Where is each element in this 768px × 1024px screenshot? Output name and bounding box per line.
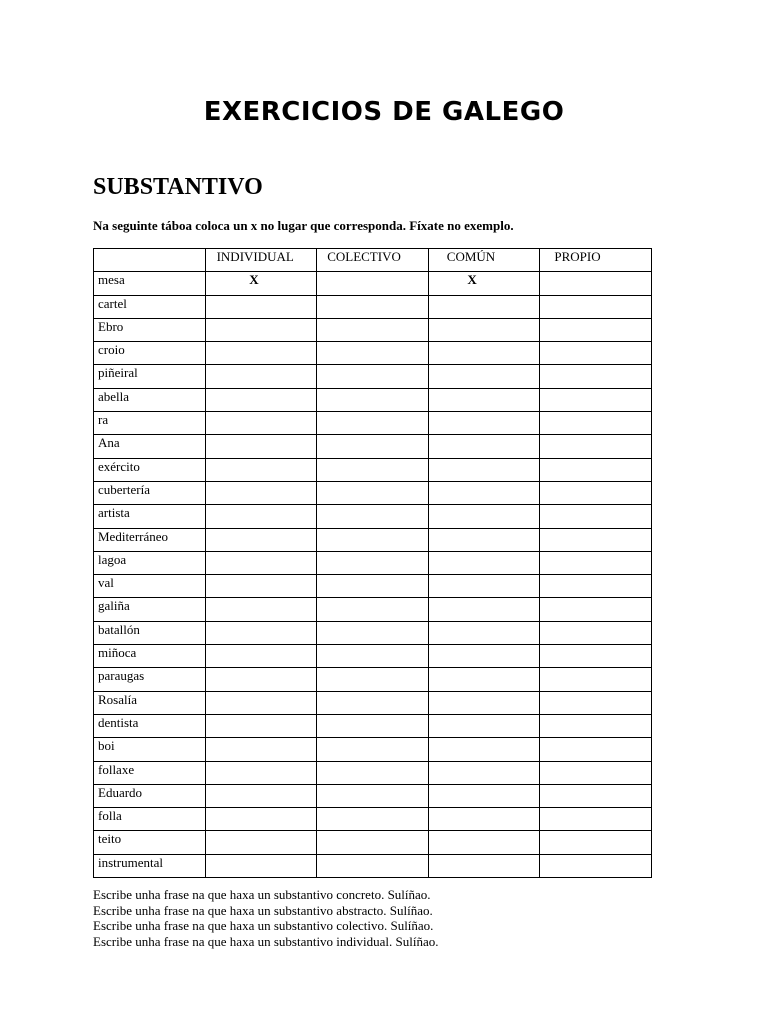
individual-cell[interactable] bbox=[205, 505, 317, 528]
table-row bbox=[94, 714, 652, 737]
table-row bbox=[94, 528, 652, 551]
propio-cell[interactable] bbox=[540, 598, 652, 621]
task-line: Escribe unha frase na que haxa un substantivo abstracto. Sulíñao. bbox=[93, 902, 433, 918]
table-row bbox=[94, 645, 652, 668]
header-comun: COMÚN bbox=[428, 249, 540, 272]
header-individual: INDIVIDUAL bbox=[205, 249, 317, 272]
task-line: Escribe unha frase na que haxa un substantivo individual. Sulíñao. bbox=[93, 933, 439, 949]
comun-cell[interactable]: X bbox=[428, 272, 540, 295]
propio-cell[interactable] bbox=[540, 551, 652, 574]
colectivo-cell[interactable] bbox=[317, 598, 429, 621]
comun-cell[interactable] bbox=[428, 412, 540, 435]
table-row bbox=[94, 598, 652, 621]
comun-cell[interactable] bbox=[428, 551, 540, 574]
table-row bbox=[94, 738, 652, 761]
propio-cell[interactable] bbox=[540, 272, 652, 295]
header-propio: PROPIO bbox=[540, 249, 652, 272]
propio-cell[interactable] bbox=[540, 458, 652, 481]
word-cell: Mediterráneo bbox=[94, 528, 206, 551]
colectivo-cell[interactable] bbox=[317, 621, 429, 644]
table-body bbox=[94, 272, 652, 878]
propio-cell[interactable] bbox=[540, 831, 652, 854]
propio-cell[interactable] bbox=[540, 621, 652, 644]
propio-cell[interactable] bbox=[540, 388, 652, 411]
table-header-row bbox=[94, 249, 652, 272]
comun-cell[interactable] bbox=[428, 668, 540, 691]
colectivo-cell[interactable] bbox=[317, 435, 429, 458]
individual-cell[interactable] bbox=[205, 295, 317, 318]
comun-cell[interactable] bbox=[428, 365, 540, 388]
colectivo-cell[interactable] bbox=[317, 388, 429, 411]
word-cell: Ana bbox=[94, 435, 206, 458]
task-line: Escribe unha frase na que haxa un substantivo colectivo. Sulíñao. bbox=[93, 918, 434, 934]
colectivo-cell[interactable] bbox=[317, 528, 429, 551]
comun-cell[interactable] bbox=[428, 691, 540, 714]
propio-cell[interactable] bbox=[540, 691, 652, 714]
comun-cell[interactable] bbox=[428, 714, 540, 737]
table-row bbox=[94, 854, 652, 877]
individual-cell[interactable] bbox=[205, 761, 317, 784]
colectivo-cell[interactable] bbox=[317, 668, 429, 691]
comun-cell[interactable] bbox=[428, 645, 540, 668]
individual-cell[interactable] bbox=[205, 668, 317, 691]
table-row bbox=[94, 388, 652, 411]
propio-cell[interactable] bbox=[540, 575, 652, 598]
task-line: Escribe unha frase na que haxa un substantivo concreto. Sulíñao. bbox=[93, 887, 431, 902]
colectivo-cell[interactable] bbox=[317, 365, 429, 388]
individual-cell[interactable]: X bbox=[205, 272, 317, 295]
individual-cell[interactable] bbox=[205, 481, 317, 504]
propio-cell[interactable] bbox=[540, 668, 652, 691]
word-cell: batallón bbox=[94, 621, 206, 644]
individual-cell[interactable] bbox=[205, 831, 317, 854]
word-cell: instrumental bbox=[94, 854, 206, 877]
individual-cell[interactable] bbox=[205, 645, 317, 668]
individual-cell[interactable] bbox=[205, 435, 317, 458]
table-row bbox=[94, 505, 652, 528]
colectivo-cell[interactable] bbox=[317, 481, 429, 504]
colectivo-cell[interactable] bbox=[317, 714, 429, 737]
word-cell: lagoa bbox=[94, 551, 206, 574]
header-word bbox=[94, 249, 206, 272]
propio-cell[interactable] bbox=[540, 505, 652, 528]
word-cell: abella bbox=[94, 388, 206, 411]
propio-cell[interactable] bbox=[540, 295, 652, 318]
table-row bbox=[94, 551, 652, 574]
individual-cell[interactable] bbox=[205, 388, 317, 411]
propio-cell[interactable] bbox=[540, 645, 652, 668]
word-cell: Eduardo bbox=[94, 784, 206, 807]
comun-cell[interactable] bbox=[428, 808, 540, 831]
colectivo-cell[interactable] bbox=[317, 342, 429, 365]
table-row bbox=[94, 318, 652, 341]
table-row bbox=[94, 761, 652, 784]
page-title: EXERCICIOS DE GALEGO bbox=[203, 97, 565, 127]
propio-cell[interactable] bbox=[540, 808, 652, 831]
propio-cell[interactable] bbox=[540, 528, 652, 551]
comun-cell[interactable] bbox=[428, 435, 540, 458]
comun-cell[interactable] bbox=[428, 528, 540, 551]
word-cell: follaxe bbox=[94, 761, 206, 784]
table-row bbox=[94, 342, 652, 365]
propio-cell[interactable] bbox=[540, 761, 652, 784]
table-row bbox=[94, 668, 652, 691]
word-cell: paraugas bbox=[94, 668, 206, 691]
table-row bbox=[94, 784, 652, 807]
colectivo-cell[interactable] bbox=[317, 458, 429, 481]
comun-cell[interactable] bbox=[428, 738, 540, 761]
individual-cell[interactable] bbox=[205, 738, 317, 761]
comun-cell[interactable] bbox=[428, 761, 540, 784]
comun-cell[interactable] bbox=[428, 342, 540, 365]
propio-cell[interactable] bbox=[540, 481, 652, 504]
section-title: SUBSTANTIVO bbox=[93, 174, 263, 200]
table-row bbox=[94, 295, 652, 318]
colectivo-cell[interactable] bbox=[317, 551, 429, 574]
word-cell: galiña bbox=[94, 598, 206, 621]
word-cell: val bbox=[94, 575, 206, 598]
comun-cell[interactable] bbox=[428, 621, 540, 644]
propio-cell[interactable] bbox=[540, 435, 652, 458]
word-cell: teito bbox=[94, 831, 206, 854]
individual-cell[interactable] bbox=[205, 365, 317, 388]
propio-cell[interactable] bbox=[540, 784, 652, 807]
word-cell: miñoca bbox=[94, 645, 206, 668]
comun-cell[interactable] bbox=[428, 458, 540, 481]
word-cell: mesa bbox=[94, 272, 206, 295]
individual-cell[interactable] bbox=[205, 691, 317, 714]
individual-cell[interactable] bbox=[205, 342, 317, 365]
table-row bbox=[94, 458, 652, 481]
colectivo-cell[interactable] bbox=[317, 854, 429, 877]
individual-cell[interactable] bbox=[205, 551, 317, 574]
comun-cell[interactable] bbox=[428, 505, 540, 528]
header-colectivo: COLECTIVO bbox=[317, 249, 429, 272]
comun-cell[interactable] bbox=[428, 784, 540, 807]
comun-cell[interactable] bbox=[428, 388, 540, 411]
word-cell: dentista bbox=[94, 714, 206, 737]
colectivo-cell[interactable] bbox=[317, 295, 429, 318]
table-row bbox=[94, 575, 652, 598]
colectivo-cell[interactable] bbox=[317, 318, 429, 341]
table-row bbox=[94, 412, 652, 435]
colectivo-cell[interactable] bbox=[317, 272, 429, 295]
classification-table bbox=[93, 248, 652, 878]
colectivo-cell[interactable] bbox=[317, 784, 429, 807]
individual-cell[interactable] bbox=[205, 808, 317, 831]
individual-cell[interactable] bbox=[205, 621, 317, 644]
word-cell: exército bbox=[94, 458, 206, 481]
individual-cell[interactable] bbox=[205, 412, 317, 435]
individual-cell[interactable] bbox=[205, 854, 317, 877]
table-row bbox=[94, 481, 652, 504]
colectivo-cell[interactable] bbox=[317, 761, 429, 784]
word-cell: cubertería bbox=[94, 481, 206, 504]
comun-cell[interactable] bbox=[428, 318, 540, 341]
table-row bbox=[94, 831, 652, 854]
individual-cell[interactable] bbox=[205, 458, 317, 481]
propio-cell[interactable] bbox=[540, 738, 652, 761]
propio-cell[interactable] bbox=[540, 318, 652, 341]
task-list bbox=[93, 887, 439, 949]
propio-cell[interactable] bbox=[540, 342, 652, 365]
table-row bbox=[94, 272, 652, 295]
word-cell: folla bbox=[94, 808, 206, 831]
comun-cell[interactable] bbox=[428, 575, 540, 598]
comun-cell[interactable] bbox=[428, 854, 540, 877]
word-cell: ra bbox=[94, 412, 206, 435]
comun-cell[interactable] bbox=[428, 598, 540, 621]
word-cell: boi bbox=[94, 738, 206, 761]
table-row bbox=[94, 365, 652, 388]
word-cell: artista bbox=[94, 505, 206, 528]
propio-cell[interactable] bbox=[540, 365, 652, 388]
colectivo-cell[interactable] bbox=[317, 738, 429, 761]
propio-cell[interactable] bbox=[540, 714, 652, 737]
word-cell: Rosalía bbox=[94, 691, 206, 714]
individual-cell[interactable] bbox=[205, 318, 317, 341]
individual-cell[interactable] bbox=[205, 575, 317, 598]
table-row bbox=[94, 621, 652, 644]
propio-cell[interactable] bbox=[540, 412, 652, 435]
table-row bbox=[94, 691, 652, 714]
table-header bbox=[94, 249, 652, 272]
colectivo-cell[interactable] bbox=[317, 575, 429, 598]
individual-cell[interactable] bbox=[205, 714, 317, 737]
colectivo-cell[interactable] bbox=[317, 831, 429, 854]
word-cell: croio bbox=[94, 342, 206, 365]
word-cell: piñeiral bbox=[94, 365, 206, 388]
comun-cell[interactable] bbox=[428, 831, 540, 854]
table-row bbox=[94, 435, 652, 458]
colectivo-cell[interactable] bbox=[317, 808, 429, 831]
comun-cell[interactable] bbox=[428, 295, 540, 318]
propio-cell[interactable] bbox=[540, 854, 652, 877]
word-cell: Ebro bbox=[94, 318, 206, 341]
comun-cell[interactable] bbox=[428, 481, 540, 504]
individual-cell[interactable] bbox=[205, 784, 317, 807]
colectivo-cell[interactable] bbox=[317, 505, 429, 528]
individual-cell[interactable] bbox=[205, 598, 317, 621]
word-cell: cartel bbox=[94, 295, 206, 318]
individual-cell[interactable] bbox=[205, 528, 317, 551]
table-row bbox=[94, 808, 652, 831]
instruction-text: Na seguinte táboa coloca un x no lugar que corresponda. Fíxate no exemplo. bbox=[93, 218, 514, 233]
colectivo-cell[interactable] bbox=[317, 645, 429, 668]
colectivo-cell[interactable] bbox=[317, 691, 429, 714]
colectivo-cell[interactable] bbox=[317, 412, 429, 435]
